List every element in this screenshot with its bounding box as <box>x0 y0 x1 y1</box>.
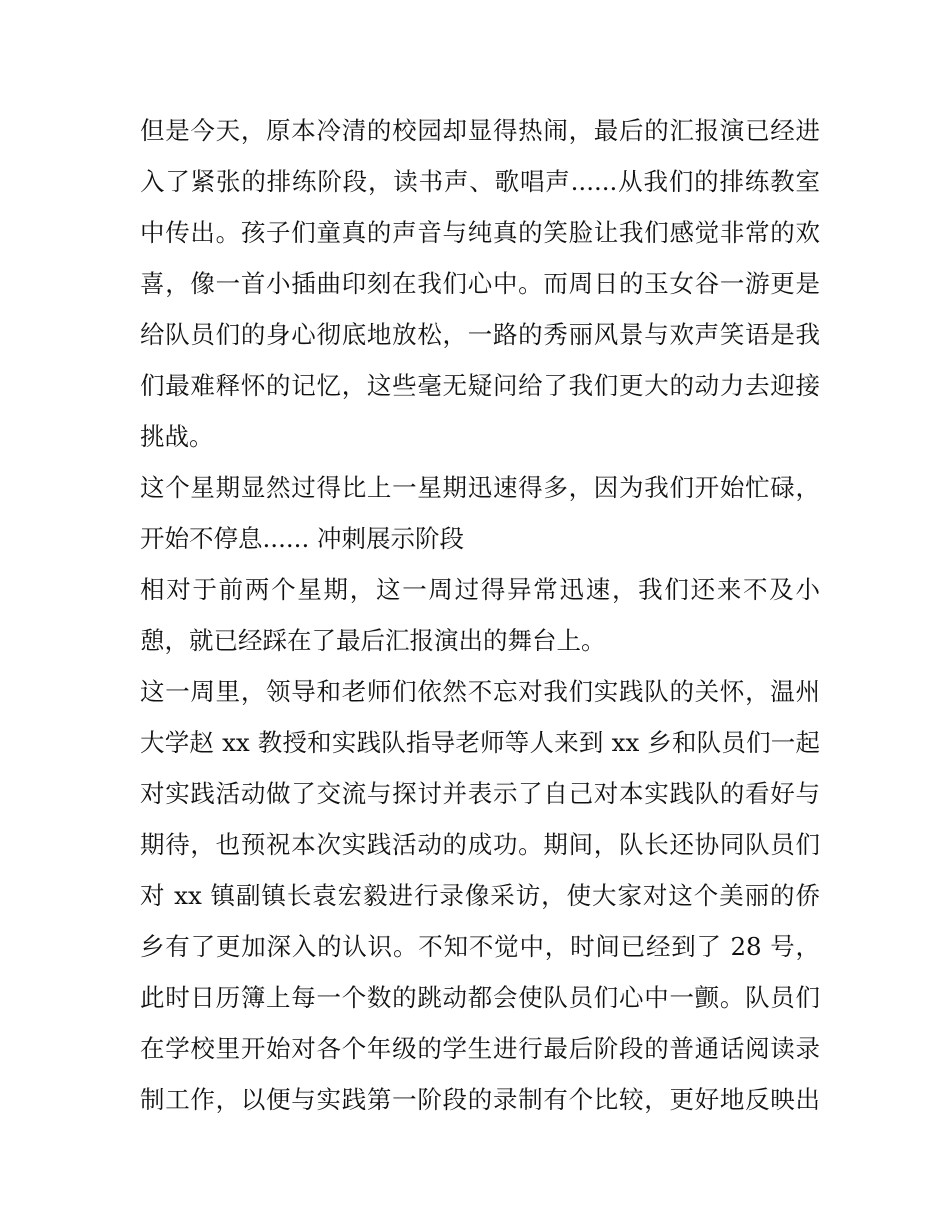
paragraph-3: 相对于前两个星期，这一周过得异常迅速，我们还来不及小憩，就已经踩在了最后汇报演出的舞台上。 <box>140 575 820 655</box>
paragraph-2: 这个星期显然过得比上一星期迅速得多，因为我们开始忙碌，开始不停息...... 冲刺展示阶段 <box>140 473 820 553</box>
paragraph-4: 这一周里，领导和老师们依然不忘对我们实践队的关怀，温州大学赵 xx 教授和实践队指导老师等人来到 xx 乡和队员们一起对实践活动做了交流与探讨并表示了自己对本实践队的看好与期待，也预祝本次实践活动的成功。期间，队长还协同队员们对 xx 镇副镇长袁宏毅进行录像采访，使大家对这个美丽的侨乡有了更加深入的认识。不知不觉中，时间已经到了 28 号，此时日历簿上每一个数的跳动都会使队员们心中一颤。队员们在学校里开始对各个年级的学生进行最后阶段的普通话阅读录制工作，以便与实践第一阶段的录制有个比较，更好地反映出 <box>140 677 820 1114</box>
body-text <box>140 105 820 1125</box>
paragraph-1: 但是今天，原本冷清的校园却显得热闹，最后的汇报演已经进入了紧张的排练阶段，读书声、歌唱声......从我们的排练教室中传出。孩子们童真的声音与纯真的笑脸让我们感觉非常的欢喜，像一首小插曲印刻在我们心中。而周日的玉女谷一游更是给队员们的身心彻底地放松，一路的秀丽风景与欢声笑语是我们最难释怀的记忆，这些毫无疑问给了我们更大的动力去迎接挑战。 <box>140 116 820 451</box>
